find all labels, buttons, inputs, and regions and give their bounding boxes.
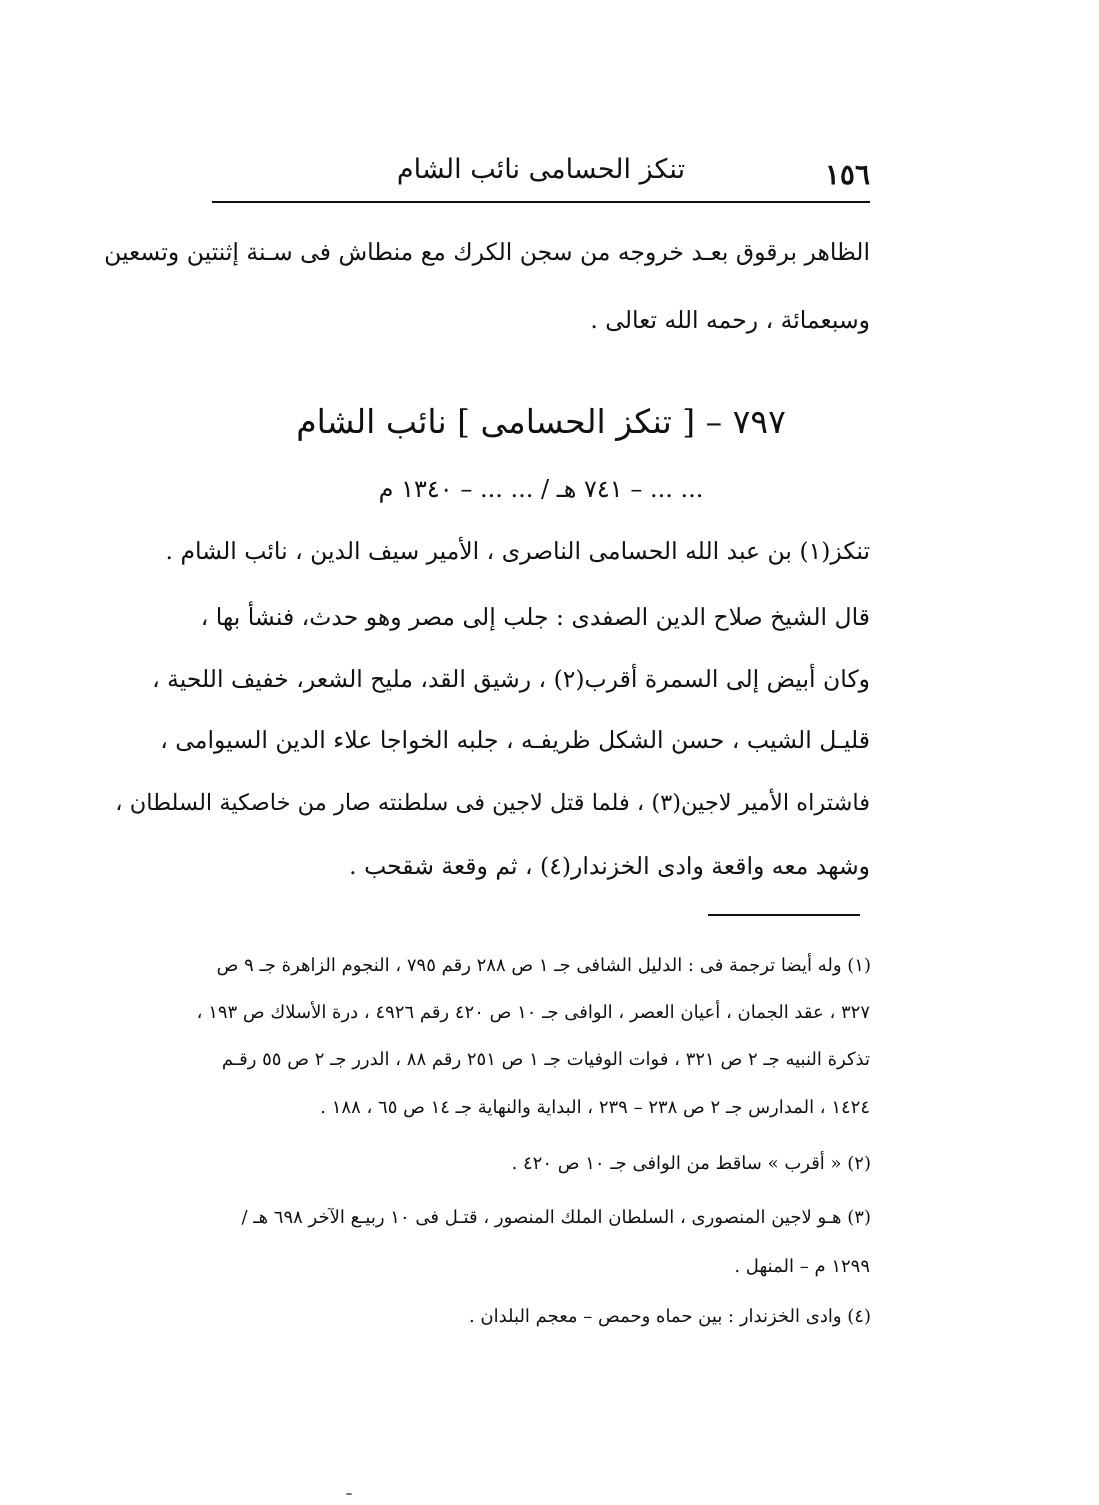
entry-line: فاشتراه الأمير لاجين(٣) ، فلما قتل لاجين فى سلطنته صار من خاصكية السلطان ، [115, 790, 870, 816]
footnote-line: ١٢٩٩ م – المنهل . [734, 1256, 870, 1277]
header-rule [212, 201, 870, 203]
footnote-line: (٤) وادى الخزندار : بين حماه وحمص – معجم البلدان . [468, 1306, 871, 1327]
page-number: ١٥٦ [824, 158, 870, 191]
entry-line: قليـل الشيب ، حسن الشكل ظريفـه ، جلبه الخواجا علاء الدين السيوامى ، [160, 726, 870, 754]
footnote-rule [708, 914, 860, 916]
entry-line: تنكز(١) بن عبد الله الحسامى الناصرى ، الأمير سيف الدين ، نائب الشام . [165, 537, 870, 565]
entry-heading: ٧٩٧ – [ تنكز الحسامى ] نائب الشام [296, 402, 786, 441]
footnote-line: (٣) هـو لاجين المنصورى ، السلطان الملك المنصور ، قتـل فى ١٠ ربيـع الآخر ٦٩٨ هـ / [241, 1207, 871, 1228]
entry-line: وشهد معه واقعة وادى الخزندار(٤) ، ثم وقعة شقحب . [349, 852, 870, 880]
running-header [212, 150, 870, 196]
footnote-line: تذكرة النبيه جـ ٢ ص ٣٢١ ، فوات الوفيات جـ ١ ص ٢٥١ رقم ٨٨ ، الدرر جـ ٢ ص ٥٥ رقـم [221, 1049, 870, 1070]
scan-speck [346, 1493, 352, 1495]
entry-line: وكان أبيض إلى السمرة أقرب(٢) ، رشيق القد، مليح الشعر، خفيف اللحية ، [152, 665, 870, 693]
entry-dates: ... ... – ٧٤١ هـ / ... ... – ١٣٤٠ م [378, 475, 704, 503]
intro-line: الظاهر برقوق بعـد خروجه من سجن الكرك مع منطاش فى سـنة إثنتين وتسعين [104, 238, 870, 266]
footnote-line: (١) وله أيضا ترجمة فى : الدليل الشافى جـ ١ ص ٢٨٨ رقم ٧٩٥ ، النجوم الزاهرة جـ ٩ ص [216, 955, 871, 976]
footnote-line: ١٤٢٤ ، المدارس جـ ٢ ص ٢٣٨ – ٢٣٩ ، البداية والنهاية جـ ١٤ ص ٦٥ ، ١٨٨ . [320, 1097, 870, 1118]
footnote-line: ٣٢٧ ، عقد الجمان ، أعيان العصر ، الوافى جـ ١٠ ص ٤٢٠ رقم ٤٩٢٦ ، درة الأسلاك ص ١٩٣ ، [196, 1002, 870, 1023]
intro-line: وسبعمائة ، رحمه الله تعالى . [590, 306, 870, 334]
running-title: تنكز الحسامى نائب الشام [396, 154, 686, 185]
footnote-line: (٢) « أقرب » ساقط من الوافى جـ ١٠ ص ٤٢٠ . [511, 1153, 871, 1174]
entry-line: قال الشيخ صلاح الدين الصفدى : جلب إلى مصر وهو حدث، فنشأ بها ، [200, 603, 870, 631]
